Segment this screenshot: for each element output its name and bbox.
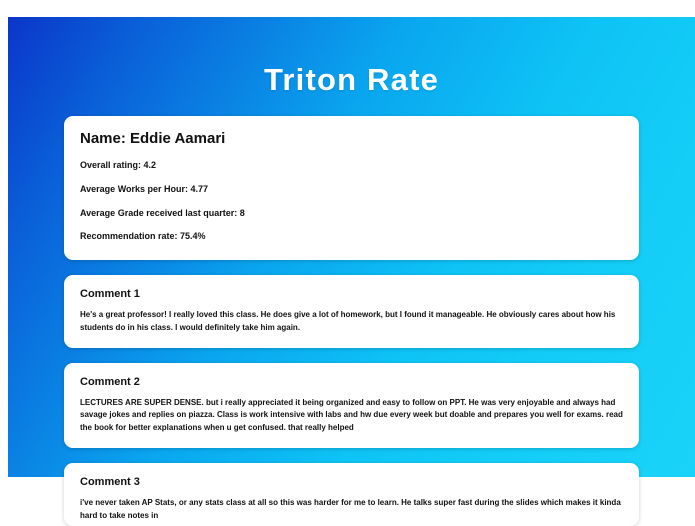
stat-overall-rating: Overall rating: 4.2 [80,160,157,170]
comment-heading: Comment 2 [80,375,140,388]
stat-works-per-hour: Average Works per Hour: 4.77 [80,183,209,194]
comment-card [64,463,639,526]
comment-card [64,275,639,348]
professor-info-card [64,116,639,260]
comment-heading: Comment 3 [80,476,140,489]
comment-text: LECTURES ARE SUPER DENSE. but i really appreciated it being organized and easy to follow on PPT. He was very enjoyable and always had savage jokes and replies on piazza. Class is work intensive with labs and hw due every week but doable and prepares you well for exams. read the book for better explanations when u get confused. that really helped [80,397,623,432]
stat-recommendation-rate: Recommendation rate: 75.4% [80,231,206,242]
comment-text: He's a great professor! I really loved this class. He does give a lot of homework, but I found it manageable. He obviously cares about how his students do in his class. I would definitely take him again. [80,310,616,332]
page-title: Triton Rate [263,62,440,97]
comment-heading: Comment 1 [80,288,140,301]
comment-card [64,363,639,448]
professor-name: Name: Eddie Aamari [80,130,226,147]
main-content [8,108,695,526]
comment-text: i've never taken AP Stats, or any stats class at all so this was harder for me to learn. He talks super fast during the slides which makes it kinda hard to take notes in [80,498,621,520]
app-window [8,17,695,520]
stat-average-grade: Average Grade received last quarter: 8 [80,207,245,218]
